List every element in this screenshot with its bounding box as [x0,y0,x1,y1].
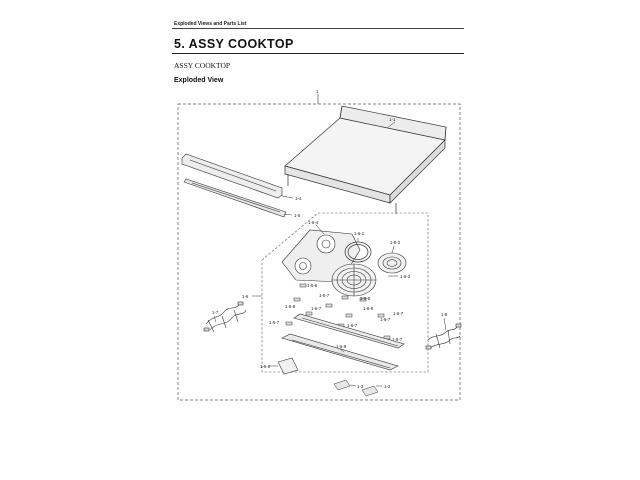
leader-1-8 [444,318,446,330]
callout-1-6-7b: 1-6-7 [311,306,322,311]
section-name: ASSY COOKTOP [188,37,294,51]
callout-1-6-5: 1-6-5 [360,296,371,301]
cooktop-top-part [285,106,446,214]
callout-1-3: 1-3 [357,384,364,389]
callout-1-6-3: 1-6-3 [400,274,411,279]
callout-1-4: 1-4 [295,196,302,201]
small-heating-element [378,253,406,273]
callout-1-6-7a: 1-6-7 [319,293,330,298]
section-number: 5. [174,37,186,51]
callout-1-6-6b: 1-6-6 [285,304,296,309]
callout-1-6-7e: 1-6-7 [269,320,280,325]
assembly-subtitle: ASSY COOKTOP [174,61,231,70]
wire-harness-right [426,324,461,349]
callout-1-6-7d: 1-6-7 [380,317,391,322]
wire-harness-left [204,302,246,332]
doc-header-label: Exploded Views and Parts List [174,21,247,27]
callout-1-1: 1-1 [389,117,396,122]
callout-1-7: 1-7 [212,310,219,315]
callout-1-6: 1-6 [242,294,249,299]
callout-assembly: 1 [316,89,319,94]
leader-1-3 [350,385,356,386]
callout-1-6-7g: 1-6-7 [392,337,403,342]
callout-1-5: 1-5 [294,213,301,218]
callout-1-6-9: 1-6-9 [336,344,347,349]
callout-1-6-7c: 1-6-7 [393,311,404,316]
callout-1-8: 1-8 [441,312,448,317]
leader-1-6-2 [392,246,394,253]
callout-1-6-6: 1-6-6 [307,283,318,288]
callout-1-6-8: 1-6-8 [260,364,271,369]
callout-1-2: 1-2 [384,384,391,389]
front-trim-upper [182,154,282,198]
callout-1-6-4: 1-6-4 [308,220,319,225]
bottom-clips [334,380,378,396]
callout-1-6-6c: 1-6-6 [363,306,374,311]
leader-1-7 [214,316,216,322]
callout-1-6-1: 1-6-1 [354,231,365,236]
callout-1-6-7f: 1-6-7 [347,323,358,328]
callout-1-6-2: 1-6-2 [390,240,401,245]
small-cover-plate [278,358,298,374]
exploded-view-label: Exploded View [174,77,224,84]
large-heating-element [332,264,376,296]
leader-1-4 [282,196,293,198]
